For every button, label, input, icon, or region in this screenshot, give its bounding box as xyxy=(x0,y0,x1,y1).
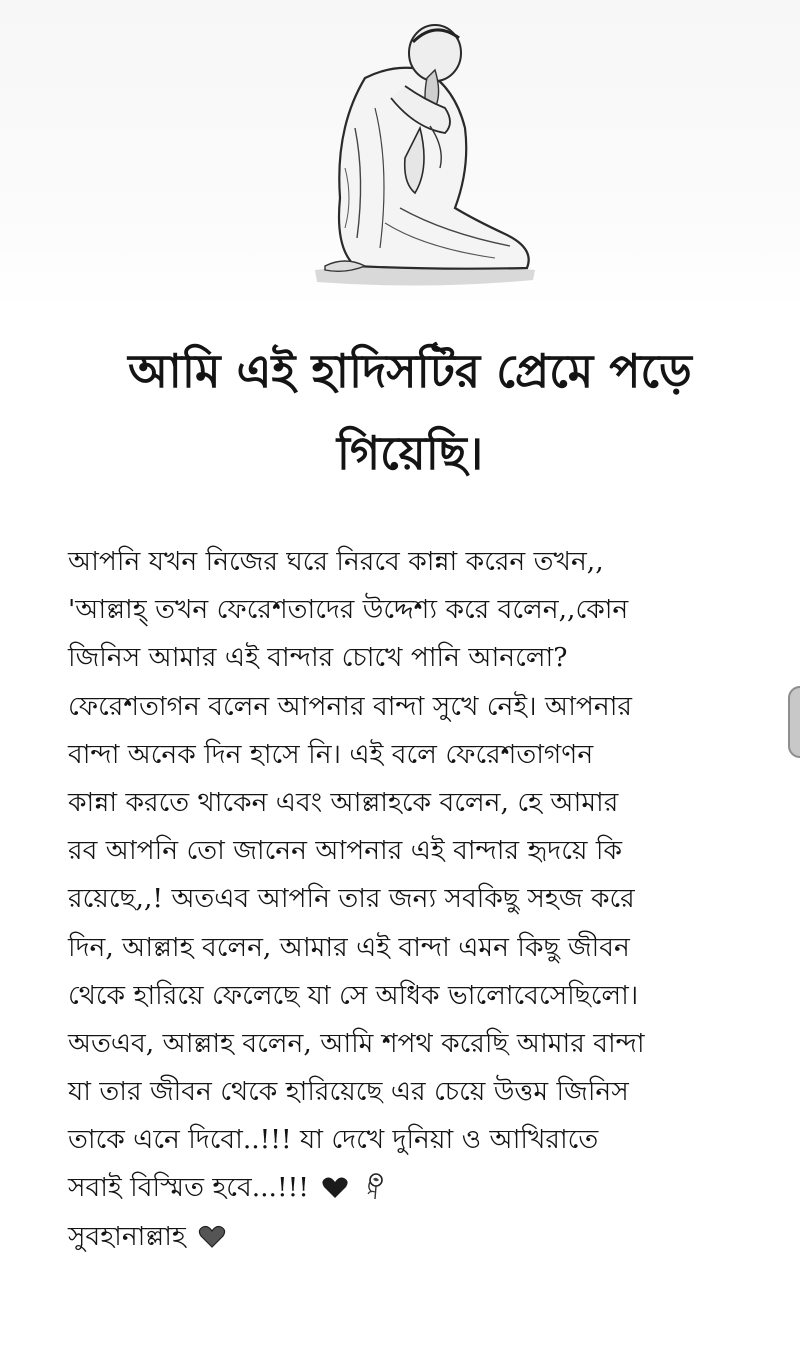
body-line: কান্না করতে থাকেন এবং আল্লাহকে বলেন, হে আমার xyxy=(68,786,619,818)
body-line: 'আল্লাহ্ তখন ফেরেশতাদের উদ্দেশ্য করে বলেন,,কোন xyxy=(68,594,629,626)
body-line: বান্দা অনেক দিন হাসে নি। এই বলে ফেরেশতাগণন xyxy=(68,738,594,770)
body-line: থেকে হারিয়ে ফেলেছে যা সে অধিক ভালোবেসেছিলো। xyxy=(68,979,639,1011)
body-line: রয়েছে,,! অতএব আপনি তার জন্য সবকিছু সহজ করে xyxy=(68,883,635,915)
body-line: দিন, আল্লাহ বলেন, আমার এই বান্দা এমন কিছু জীবন xyxy=(68,931,630,963)
heading-line-2: গিয়েছি। xyxy=(336,426,484,480)
grey-heart-icon xyxy=(198,1225,226,1249)
body-line: ফেরেশতাগন বলেন আপনার বান্দা সুখে নেই। আপনার xyxy=(68,690,632,722)
hadith-body xyxy=(68,538,788,1261)
body-line: আপনি যখন নিজের ঘরে নিরবে কান্না করেন তখন,, xyxy=(68,546,604,577)
black-heart-icon xyxy=(321,1176,349,1200)
scroll-handle[interactable] xyxy=(788,686,800,758)
body-line: অতএব, আল্লাহ বলেন, আমি শপথ করেছি আমার বান্দা xyxy=(68,1027,645,1059)
body-line-text: সুবহানাল্লাহ xyxy=(68,1220,186,1252)
heading-line-1: আমি এই হাদিসটির প্রেমে পড়ে xyxy=(128,344,692,398)
body-line: তাকে এনে দিবো..!!! যা দেখে দুনিয়া ও আখিরাতে xyxy=(68,1124,599,1156)
body-line: যা তার জীবন থেকে হারিয়েছে এর চেয়ে উত্তম জিনিস xyxy=(68,1076,629,1108)
rose-icon xyxy=(362,1172,388,1200)
body-line-with-icons xyxy=(68,1164,788,1212)
body-line: জিনিস আমার এই বান্দার চোখে পানি আনলো? xyxy=(68,642,568,674)
body-line-text: সবাই বিস্মিত হবে...!!! xyxy=(68,1172,309,1204)
praying-man-illustration xyxy=(295,8,555,298)
hadith-heading xyxy=(30,330,790,494)
body-line: রব আপনি তো জানেন আপনার এই বান্দার হৃদয়ে কি xyxy=(68,835,623,867)
body-line-with-icons xyxy=(68,1213,788,1261)
